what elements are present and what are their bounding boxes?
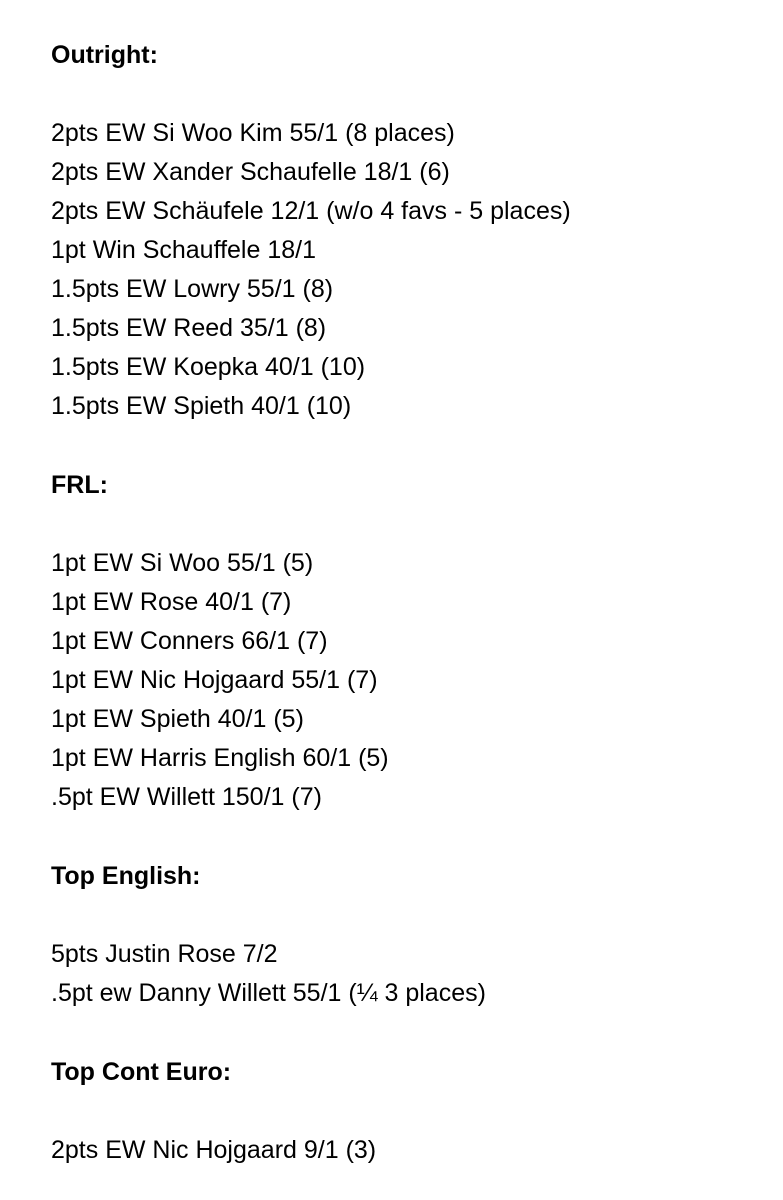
section-top-cont-euro [51,1053,763,1170]
bet-line: .5pt EW Willett 150/1 (7) [51,783,322,811]
bet-line: 1.5pts EW Koepka 40/1 (10) [51,353,366,381]
section-heading: FRL: [51,471,108,499]
bet-line: 2pts EW Nic Hojgaard 9/1 (3) [51,1136,377,1164]
section-frl [51,466,763,857]
section-spacer [51,504,763,544]
bet-line: 2pts EW Si Woo Kim 55/1 (8 places) [51,119,455,147]
bet-line: 1.5pts EW Spieth 40/1 (10) [51,392,352,420]
bet-line: 1pt EW Spieth 40/1 (5) [51,705,304,733]
bet-line: 1.5pts EW Reed 35/1 (8) [51,314,327,342]
bet-line: .5pt ew Danny Willett 55/1 (¼ 3 places) [51,979,486,1007]
bet-line: 1pt EW Nic Hojgaard 55/1 (7) [51,666,378,694]
section-outright [51,36,763,466]
section-spacer [51,1013,763,1053]
section-spacer [51,74,763,114]
section-spacer [51,1091,763,1131]
bet-line: 1pt EW Harris English 60/1 (5) [51,744,389,772]
section-heading: Outright: [51,41,158,69]
bet-line: 2pts EW Xander Schaufelle 18/1 (6) [51,158,450,186]
bet-line: 1pt Win Schauffele 18/1 [51,236,316,264]
bet-line: 1pt EW Si Woo 55/1 (5) [51,549,314,577]
section-spacer [51,817,763,857]
section-spacer [51,426,763,466]
bet-line: 5pts Justin Rose 7/2 [51,940,278,968]
bet-line: 2pts EW Schäufele 12/1 (w/o 4 favs - 5 places) [51,197,571,225]
section-spacer [51,895,763,935]
section-heading: Top English: [51,862,201,890]
bet-line: 1.5pts EW Lowry 55/1 (8) [51,275,334,303]
section-top-english [51,857,763,1053]
bet-line: 1pt EW Conners 66/1 (7) [51,627,328,655]
document-body [51,36,763,1170]
bet-line: 1pt EW Rose 40/1 (7) [51,588,292,616]
section-heading: Top Cont Euro: [51,1058,232,1086]
